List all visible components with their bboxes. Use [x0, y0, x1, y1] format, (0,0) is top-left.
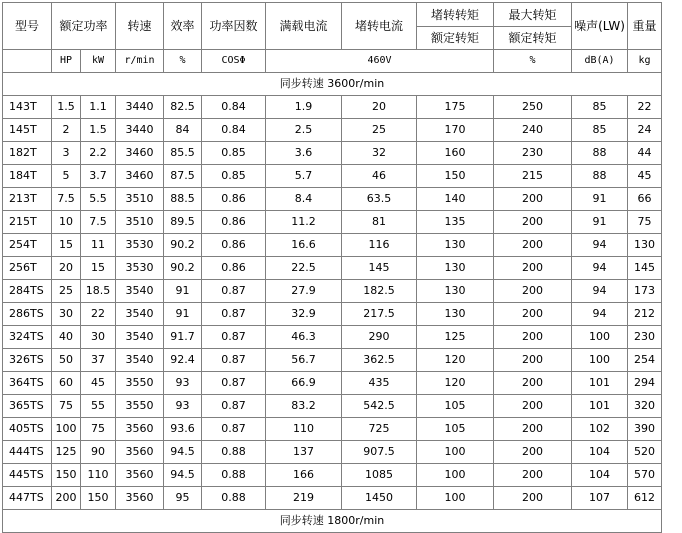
cell-full-load-current: 22.5 [266, 257, 342, 280]
cell-locked-torque: 120 [417, 349, 494, 372]
cell-locked-current: 1450 [342, 487, 417, 510]
cell-kw: 3.7 [81, 165, 116, 188]
cell-locked-current: 435 [342, 372, 417, 395]
cell-model: 364TS [3, 372, 52, 395]
header-row-1 [3, 3, 662, 27]
cell-locked-torque: 140 [417, 188, 494, 211]
cell-locked-current: 20 [342, 96, 417, 119]
cell-model: 213T [3, 188, 52, 211]
cell-locked-current: 25 [342, 119, 417, 142]
cell-speed: 3510 [116, 211, 164, 234]
cell-locked-current: 32 [342, 142, 417, 165]
cell-hp: 200 [52, 487, 81, 510]
cell-noise: 102 [572, 418, 628, 441]
cell-full-load-current: 27.9 [266, 280, 342, 303]
table-row [3, 96, 662, 119]
cell-speed: 3530 [116, 257, 164, 280]
cell-weight: 173 [628, 280, 662, 303]
cell-model: 444TS [3, 441, 52, 464]
cell-speed: 3530 [116, 234, 164, 257]
cell-noise: 94 [572, 234, 628, 257]
cell-model: 215T [3, 211, 52, 234]
cell-locked-torque: 100 [417, 441, 494, 464]
unit-speed: r/min [116, 50, 164, 73]
cell-weight: 520 [628, 441, 662, 464]
cell-noise: 104 [572, 464, 628, 487]
cell-speed: 3440 [116, 96, 164, 119]
cell-weight: 145 [628, 257, 662, 280]
cell-locked-current: 182.5 [342, 280, 417, 303]
cell-locked-current: 362.5 [342, 349, 417, 372]
units-row [3, 50, 662, 73]
cell-kw: 90 [81, 441, 116, 464]
cell-full-load-current: 2.5 [266, 119, 342, 142]
cell-model: 286TS [3, 303, 52, 326]
cell-hp: 1.5 [52, 96, 81, 119]
cell-power-factor: 0.87 [202, 280, 266, 303]
cell-power-factor: 0.87 [202, 349, 266, 372]
cell-model: 326TS [3, 349, 52, 372]
cell-full-load-current: 5.7 [266, 165, 342, 188]
cell-max-torque: 200 [494, 188, 572, 211]
table-row [3, 441, 662, 464]
cell-locked-torque: 130 [417, 280, 494, 303]
header-noise: 噪声(LW) [572, 3, 628, 50]
section-1800: 同步转速 1800r/min [3, 510, 662, 533]
cell-max-torque: 250 [494, 96, 572, 119]
cell-speed: 3540 [116, 303, 164, 326]
cell-efficiency: 93 [164, 395, 202, 418]
cell-noise: 88 [572, 142, 628, 165]
header-locked-current: 堵转电流 [342, 3, 417, 50]
cell-weight: 230 [628, 326, 662, 349]
table-row [3, 257, 662, 280]
cell-kw: 1.5 [81, 119, 116, 142]
units-model-blank [3, 50, 52, 73]
cell-hp: 30 [52, 303, 81, 326]
table-row [3, 349, 662, 372]
cell-full-load-current: 8.4 [266, 188, 342, 211]
cell-power-factor: 0.86 [202, 188, 266, 211]
cell-speed: 3460 [116, 165, 164, 188]
cell-speed: 3560 [116, 418, 164, 441]
cell-kw: 30 [81, 326, 116, 349]
cell-hp: 2 [52, 119, 81, 142]
table-row [3, 234, 662, 257]
cell-hp: 60 [52, 372, 81, 395]
cell-full-load-current: 166 [266, 464, 342, 487]
cell-model: 182T [3, 142, 52, 165]
cell-efficiency: 93 [164, 372, 202, 395]
cell-kw: 37 [81, 349, 116, 372]
cell-full-load-current: 137 [266, 441, 342, 464]
cell-speed: 3540 [116, 349, 164, 372]
cell-kw: 1.1 [81, 96, 116, 119]
cell-locked-current: 63.5 [342, 188, 417, 211]
cell-hp: 20 [52, 257, 81, 280]
header-rated-torque-a: 额定转矩 [417, 27, 494, 50]
cell-efficiency: 90.2 [164, 257, 202, 280]
cell-max-torque: 200 [494, 280, 572, 303]
table-row [3, 326, 662, 349]
cell-max-torque: 200 [494, 257, 572, 280]
cell-efficiency: 88.5 [164, 188, 202, 211]
cell-power-factor: 0.84 [202, 96, 266, 119]
cell-kw: 2.2 [81, 142, 116, 165]
table-row [3, 211, 662, 234]
cell-max-torque: 200 [494, 372, 572, 395]
cell-full-load-current: 16.6 [266, 234, 342, 257]
cell-weight: 24 [628, 119, 662, 142]
cell-power-factor: 0.88 [202, 487, 266, 510]
cell-weight: 294 [628, 372, 662, 395]
cell-speed: 3510 [116, 188, 164, 211]
cell-power-factor: 0.85 [202, 142, 266, 165]
cell-hp: 25 [52, 280, 81, 303]
cell-power-factor: 0.85 [202, 165, 266, 188]
cell-efficiency: 90.2 [164, 234, 202, 257]
cell-efficiency: 91 [164, 280, 202, 303]
unit-hp: HP [52, 50, 81, 73]
cell-noise: 94 [572, 303, 628, 326]
cell-locked-torque: 105 [417, 395, 494, 418]
cell-locked-torque: 135 [417, 211, 494, 234]
cell-hp: 15 [52, 234, 81, 257]
cell-efficiency: 82.5 [164, 96, 202, 119]
cell-model: 365TS [3, 395, 52, 418]
cell-power-factor: 0.88 [202, 441, 266, 464]
cell-hp: 75 [52, 395, 81, 418]
cell-efficiency: 95 [164, 487, 202, 510]
cell-locked-current: 116 [342, 234, 417, 257]
header-locked-torque: 堵转转矩 [417, 3, 494, 27]
cell-model: 324TS [3, 326, 52, 349]
cell-hp: 3 [52, 142, 81, 165]
cell-locked-current: 290 [342, 326, 417, 349]
cell-hp: 100 [52, 418, 81, 441]
cell-max-torque: 200 [494, 395, 572, 418]
cell-locked-torque: 100 [417, 487, 494, 510]
cell-efficiency: 94.5 [164, 464, 202, 487]
cell-kw: 22 [81, 303, 116, 326]
cell-kw: 55 [81, 395, 116, 418]
table-row [3, 372, 662, 395]
cell-kw: 15 [81, 257, 116, 280]
cell-max-torque: 200 [494, 349, 572, 372]
unit-noise: dB(A) [572, 50, 628, 73]
table-row [3, 303, 662, 326]
cell-locked-torque: 150 [417, 165, 494, 188]
cell-efficiency: 89.5 [164, 211, 202, 234]
cell-full-load-current: 46.3 [266, 326, 342, 349]
cell-power-factor: 0.87 [202, 372, 266, 395]
cell-noise: 101 [572, 395, 628, 418]
cell-weight: 612 [628, 487, 662, 510]
cell-speed: 3440 [116, 119, 164, 142]
cell-weight: 22 [628, 96, 662, 119]
cell-hp: 150 [52, 464, 81, 487]
cell-max-torque: 200 [494, 487, 572, 510]
cell-noise: 101 [572, 372, 628, 395]
cell-locked-torque: 130 [417, 257, 494, 280]
cell-kw: 11 [81, 234, 116, 257]
cell-locked-torque: 160 [417, 142, 494, 165]
cell-full-load-current: 56.7 [266, 349, 342, 372]
cell-locked-current: 725 [342, 418, 417, 441]
cell-max-torque: 200 [494, 441, 572, 464]
cell-power-factor: 0.84 [202, 119, 266, 142]
unit-power-factor: COSΦ [202, 50, 266, 73]
cell-weight: 44 [628, 142, 662, 165]
cell-noise: 100 [572, 349, 628, 372]
cell-power-factor: 0.88 [202, 464, 266, 487]
cell-hp: 10 [52, 211, 81, 234]
cell-efficiency: 93.6 [164, 418, 202, 441]
cell-power-factor: 0.86 [202, 211, 266, 234]
cell-weight: 75 [628, 211, 662, 234]
table-row [3, 395, 662, 418]
cell-power-factor: 0.87 [202, 303, 266, 326]
header-weight: 重量 [628, 3, 662, 50]
cell-full-load-current: 32.9 [266, 303, 342, 326]
section-3600-row [3, 73, 662, 96]
cell-model: 184T [3, 165, 52, 188]
cell-speed: 3540 [116, 326, 164, 349]
cell-weight: 320 [628, 395, 662, 418]
motor-spec-sheet [2, 2, 662, 533]
cell-model: 254T [3, 234, 52, 257]
cell-locked-current: 1085 [342, 464, 417, 487]
cell-noise: 94 [572, 257, 628, 280]
cell-noise: 88 [572, 165, 628, 188]
table-row [3, 165, 662, 188]
cell-max-torque: 240 [494, 119, 572, 142]
cell-speed: 3550 [116, 395, 164, 418]
unit-efficiency: % [164, 50, 202, 73]
cell-efficiency: 85.5 [164, 142, 202, 165]
cell-noise: 107 [572, 487, 628, 510]
table-row [3, 280, 662, 303]
cell-model: 447TS [3, 487, 52, 510]
header-speed: 转速 [116, 3, 164, 50]
cell-power-factor: 0.87 [202, 395, 266, 418]
cell-kw: 18.5 [81, 280, 116, 303]
cell-efficiency: 94.5 [164, 441, 202, 464]
cell-locked-current: 907.5 [342, 441, 417, 464]
cell-efficiency: 87.5 [164, 165, 202, 188]
cell-locked-current: 46 [342, 165, 417, 188]
header-model: 型号 [3, 3, 52, 50]
table-row [3, 188, 662, 211]
cell-power-factor: 0.86 [202, 257, 266, 280]
cell-locked-torque: 130 [417, 303, 494, 326]
cell-max-torque: 200 [494, 211, 572, 234]
cell-locked-torque: 170 [417, 119, 494, 142]
cell-hp: 5 [52, 165, 81, 188]
cell-weight: 45 [628, 165, 662, 188]
header-rated-torque-b: 额定转矩 [494, 27, 572, 50]
cell-full-load-current: 110 [266, 418, 342, 441]
cell-noise: 104 [572, 441, 628, 464]
cell-speed: 3560 [116, 441, 164, 464]
header-full-load-current: 满载电流 [266, 3, 342, 50]
cell-hp: 40 [52, 326, 81, 349]
cell-efficiency: 92.4 [164, 349, 202, 372]
cell-speed: 3560 [116, 487, 164, 510]
cell-kw: 5.5 [81, 188, 116, 211]
cell-kw: 150 [81, 487, 116, 510]
cell-full-load-current: 66.9 [266, 372, 342, 395]
cell-locked-torque: 105 [417, 418, 494, 441]
cell-hp: 50 [52, 349, 81, 372]
cell-weight: 570 [628, 464, 662, 487]
cell-power-factor: 0.86 [202, 234, 266, 257]
cell-full-load-current: 1.9 [266, 96, 342, 119]
cell-model: 445TS [3, 464, 52, 487]
cell-model: 284TS [3, 280, 52, 303]
cell-locked-torque: 130 [417, 234, 494, 257]
cell-speed: 3550 [116, 372, 164, 395]
cell-speed: 3540 [116, 280, 164, 303]
table-row [3, 487, 662, 510]
cell-full-load-current: 83.2 [266, 395, 342, 418]
cell-max-torque: 200 [494, 418, 572, 441]
cell-max-torque: 200 [494, 326, 572, 349]
cell-noise: 91 [572, 188, 628, 211]
cell-kw: 45 [81, 372, 116, 395]
header-rated-power: 额定功率 [52, 3, 116, 50]
table-row [3, 418, 662, 441]
cell-noise: 91 [572, 211, 628, 234]
cell-noise: 85 [572, 96, 628, 119]
cell-noise: 100 [572, 326, 628, 349]
cell-efficiency: 84 [164, 119, 202, 142]
cell-model: 145T [3, 119, 52, 142]
cell-model: 405TS [3, 418, 52, 441]
cell-model: 256T [3, 257, 52, 280]
cell-kw: 7.5 [81, 211, 116, 234]
cell-kw: 110 [81, 464, 116, 487]
section-3600: 同步转速 3600r/min [3, 73, 662, 96]
cell-hp: 7.5 [52, 188, 81, 211]
unit-kw: kW [81, 50, 116, 73]
cell-noise: 85 [572, 119, 628, 142]
cell-locked-current: 145 [342, 257, 417, 280]
cell-hp: 125 [52, 441, 81, 464]
cell-weight: 254 [628, 349, 662, 372]
cell-locked-torque: 175 [417, 96, 494, 119]
cell-max-torque: 200 [494, 234, 572, 257]
table-row [3, 142, 662, 165]
cell-max-torque: 200 [494, 464, 572, 487]
cell-kw: 75 [81, 418, 116, 441]
section-1800-row [3, 510, 662, 533]
cell-weight: 130 [628, 234, 662, 257]
header-efficiency: 效率 [164, 3, 202, 50]
unit-weight: kg [628, 50, 662, 73]
cell-locked-torque: 100 [417, 464, 494, 487]
cell-weight: 66 [628, 188, 662, 211]
cell-locked-current: 81 [342, 211, 417, 234]
unit-max-torque: % [494, 50, 572, 73]
cell-locked-current: 542.5 [342, 395, 417, 418]
cell-efficiency: 91 [164, 303, 202, 326]
motor-spec-table [2, 2, 662, 533]
table-row [3, 119, 662, 142]
cell-locked-torque: 120 [417, 372, 494, 395]
cell-speed: 3560 [116, 464, 164, 487]
table-row [3, 464, 662, 487]
cell-power-factor: 0.87 [202, 418, 266, 441]
cell-weight: 390 [628, 418, 662, 441]
cell-locked-torque: 125 [417, 326, 494, 349]
cell-full-load-current: 11.2 [266, 211, 342, 234]
cell-locked-current: 217.5 [342, 303, 417, 326]
cell-max-torque: 215 [494, 165, 572, 188]
cell-max-torque: 200 [494, 303, 572, 326]
cell-efficiency: 91.7 [164, 326, 202, 349]
cell-model: 143T [3, 96, 52, 119]
cell-speed: 3460 [116, 142, 164, 165]
cell-full-load-current: 3.6 [266, 142, 342, 165]
cell-full-load-current: 219 [266, 487, 342, 510]
header-power-factor: 功率因数 [202, 3, 266, 50]
cell-max-torque: 230 [494, 142, 572, 165]
unit-voltage: 460V [266, 50, 494, 73]
cell-weight: 212 [628, 303, 662, 326]
header-max-torque: 最大转矩 [494, 3, 572, 27]
cell-noise: 94 [572, 280, 628, 303]
cell-power-factor: 0.87 [202, 326, 266, 349]
